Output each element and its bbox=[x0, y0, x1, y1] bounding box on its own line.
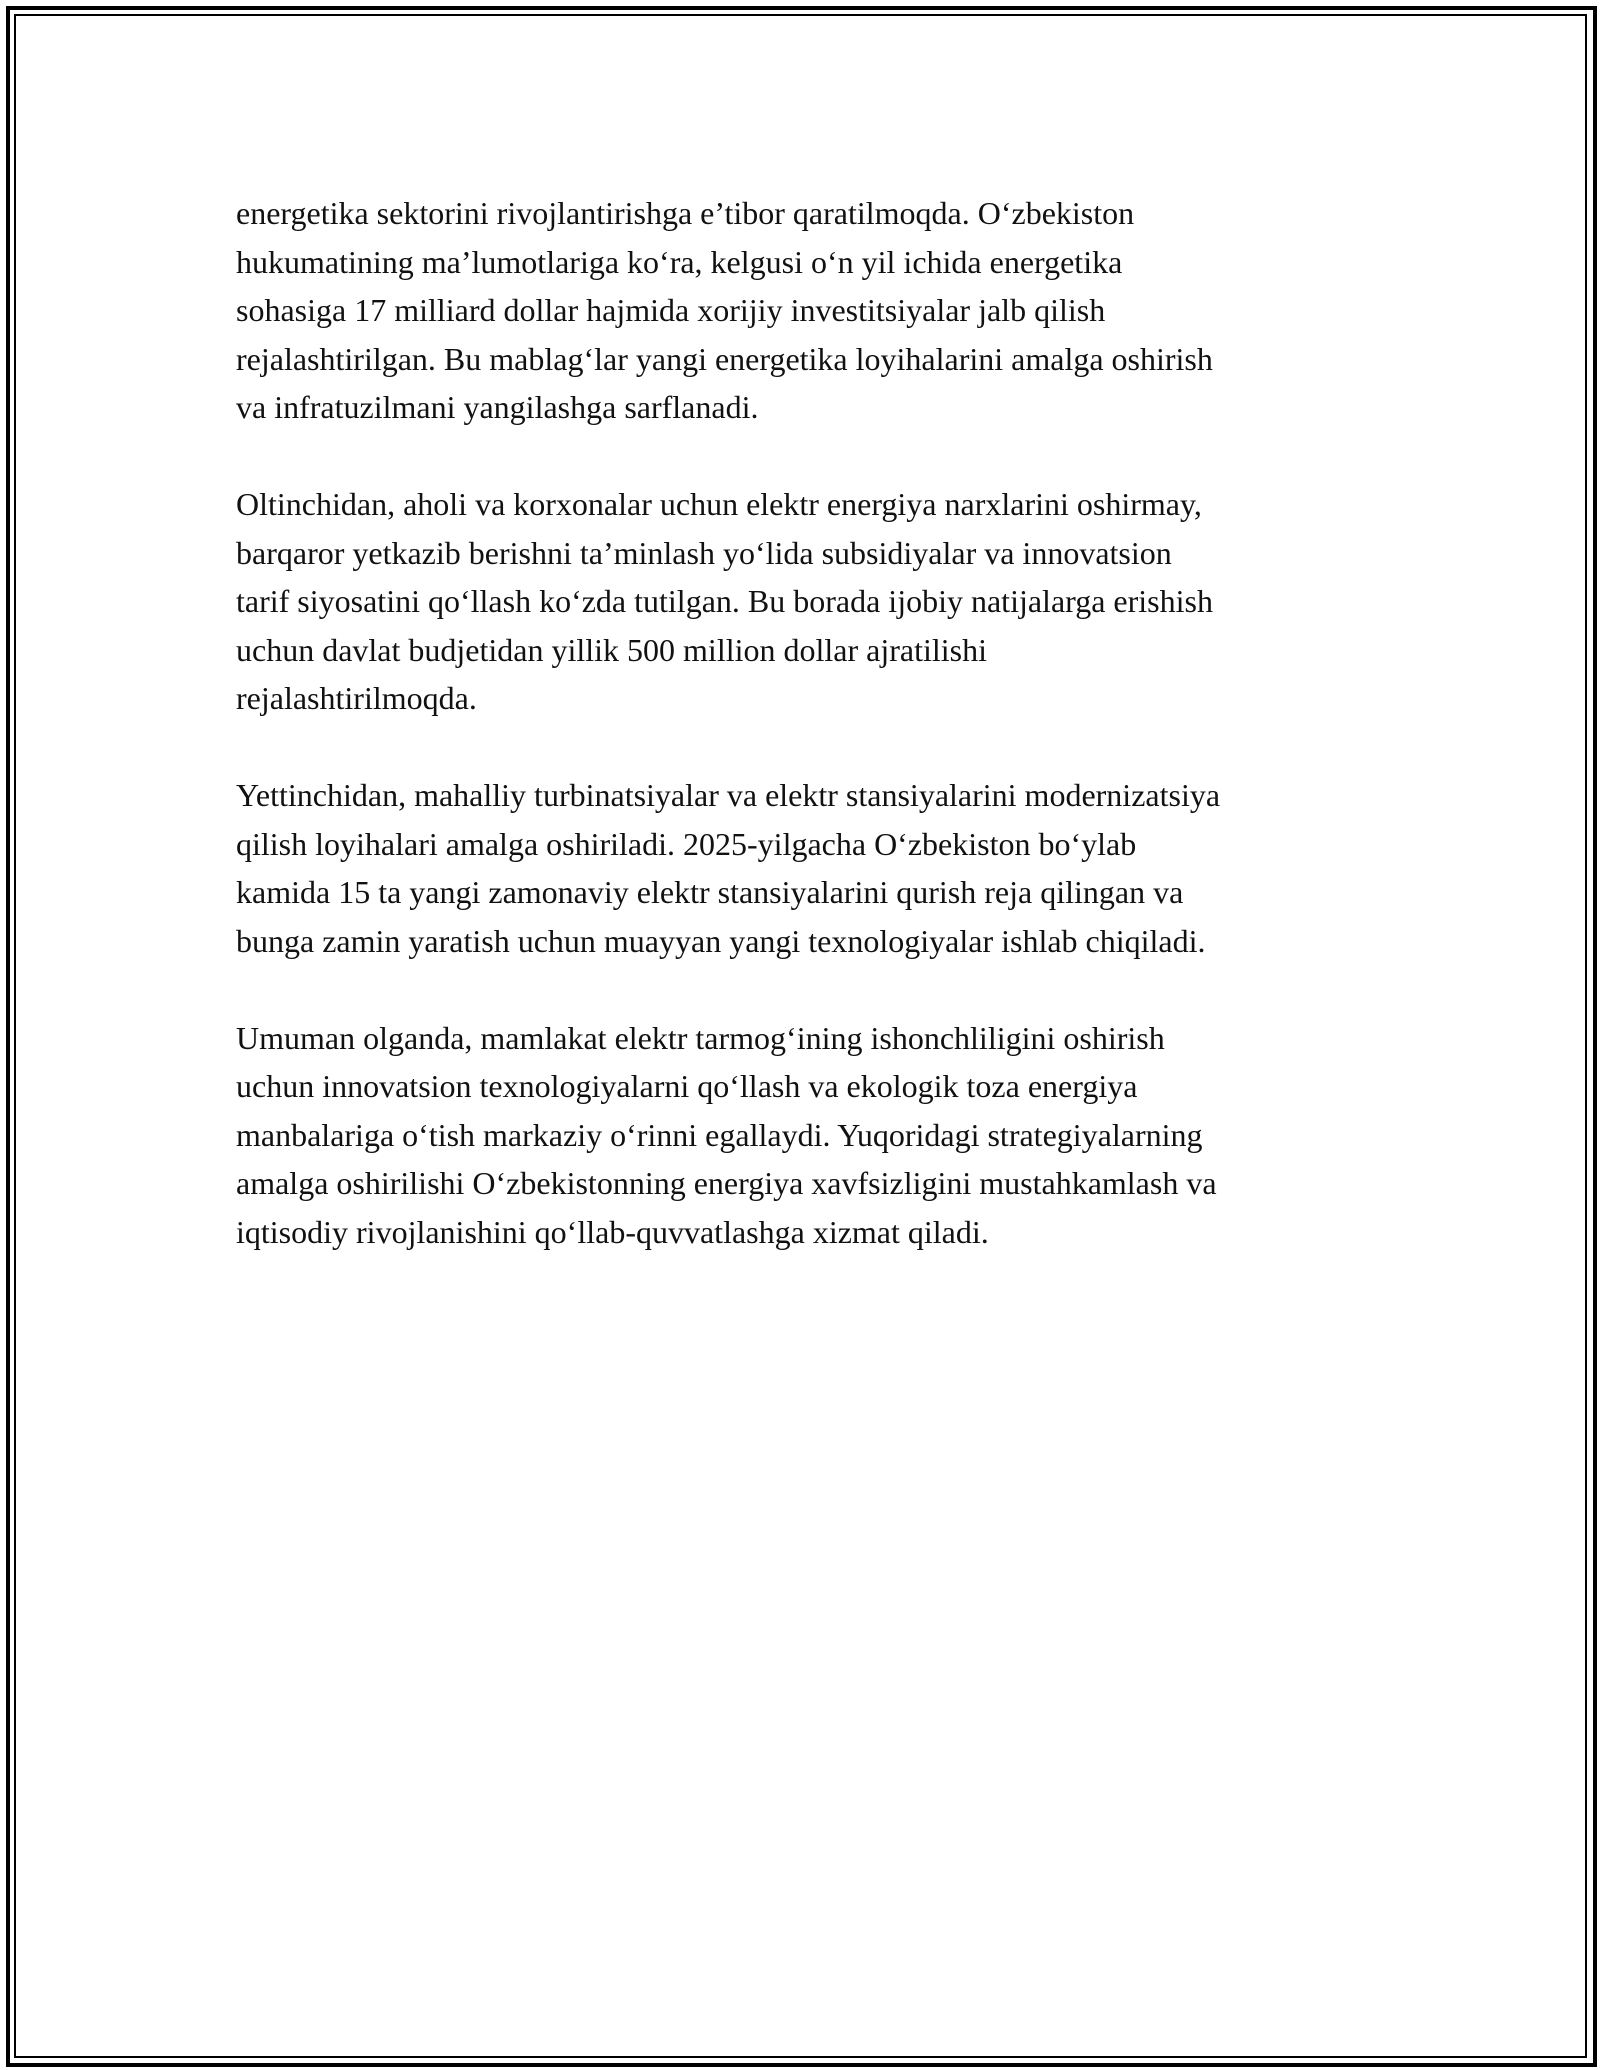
text-line: uchun innovatsion texnologiyalarni qo‘llash va ekologik toza energiya bbox=[236, 1068, 1138, 1104]
text-line: Yettinchidan, mahalliy turbinatsiyalar va elektr stansiyalarini modernizatsiya bbox=[236, 777, 1221, 813]
text-line: kamida 15 ta yangi zamonaviy elektr stansiyalarini qurish reja qilingan va bbox=[236, 874, 1184, 910]
text-line: va infratuzilmani yangilashga sarflanadi. bbox=[236, 389, 759, 425]
paragraph-investments bbox=[236, 189, 1376, 432]
text-line: rejalashtirilgan. Bu mablag‘lar yangi energetika loyihalarini amalga oshirish bbox=[236, 340, 1213, 377]
text-line: rejalashtirilmoqda. bbox=[236, 680, 477, 716]
paragraph-conclusion bbox=[236, 1014, 1376, 1257]
text-line: qilish loyihalari amalga oshiriladi. 2025-yilgacha O‘zbekiston bo‘ylab bbox=[236, 825, 1137, 862]
text-line: manbalariga o‘tish markaziy o‘rinni egallaydi. Yuqoridagi strategiyalarning bbox=[236, 1116, 1203, 1153]
text-line: amalga oshirilishi O‘zbekistonning energiya xavfsizligini mustahkamlash va bbox=[236, 1165, 1217, 1201]
text-line: Umuman olganda, mamlakat elektr tarmog‘ining ishonchliligini oshirish bbox=[236, 1019, 1165, 1056]
text-line: sohasiga 17 milliard dollar hajmida xorijiy investitsiyalar jalb qilish bbox=[236, 292, 1106, 328]
text-line: iqtisodiy rivojlanishini qo‘llab-quvvatlashga xizmat qiladi. bbox=[236, 1213, 989, 1250]
paragraph-seventh bbox=[236, 771, 1376, 965]
text-line: uchun davlat budjetidan yillik 500 million dollar ajratilishi bbox=[236, 631, 987, 668]
text-line: energetika sektorini rivojlantirishga e’tibor qaratilmoqda. O‘zbekiston bbox=[236, 195, 1135, 231]
text-line: hukumatining ma’lumotlariga ko‘ra, kelgusi o‘n yil ichida energetika bbox=[236, 243, 1123, 280]
paragraph-sixth bbox=[236, 480, 1376, 723]
text-line: bunga zamin yaratish uchun muayyan yangi texnologiyalar ishlab chiqiladi. bbox=[236, 922, 1206, 959]
text-line: tarif siyosatini qo‘llash ko‘zda tutilgan. Bu borada ijobiy natijalarga erishish bbox=[236, 583, 1213, 619]
text-line: barqaror yetkazib berishni ta’minlash yo‘lida subsidiyalar va innovatsion bbox=[236, 534, 1172, 571]
document-body bbox=[236, 189, 1376, 1305]
text-line: Oltinchidan, aholi va korxonalar uchun elektr energiya narxlarini oshirmay, bbox=[236, 486, 1202, 522]
